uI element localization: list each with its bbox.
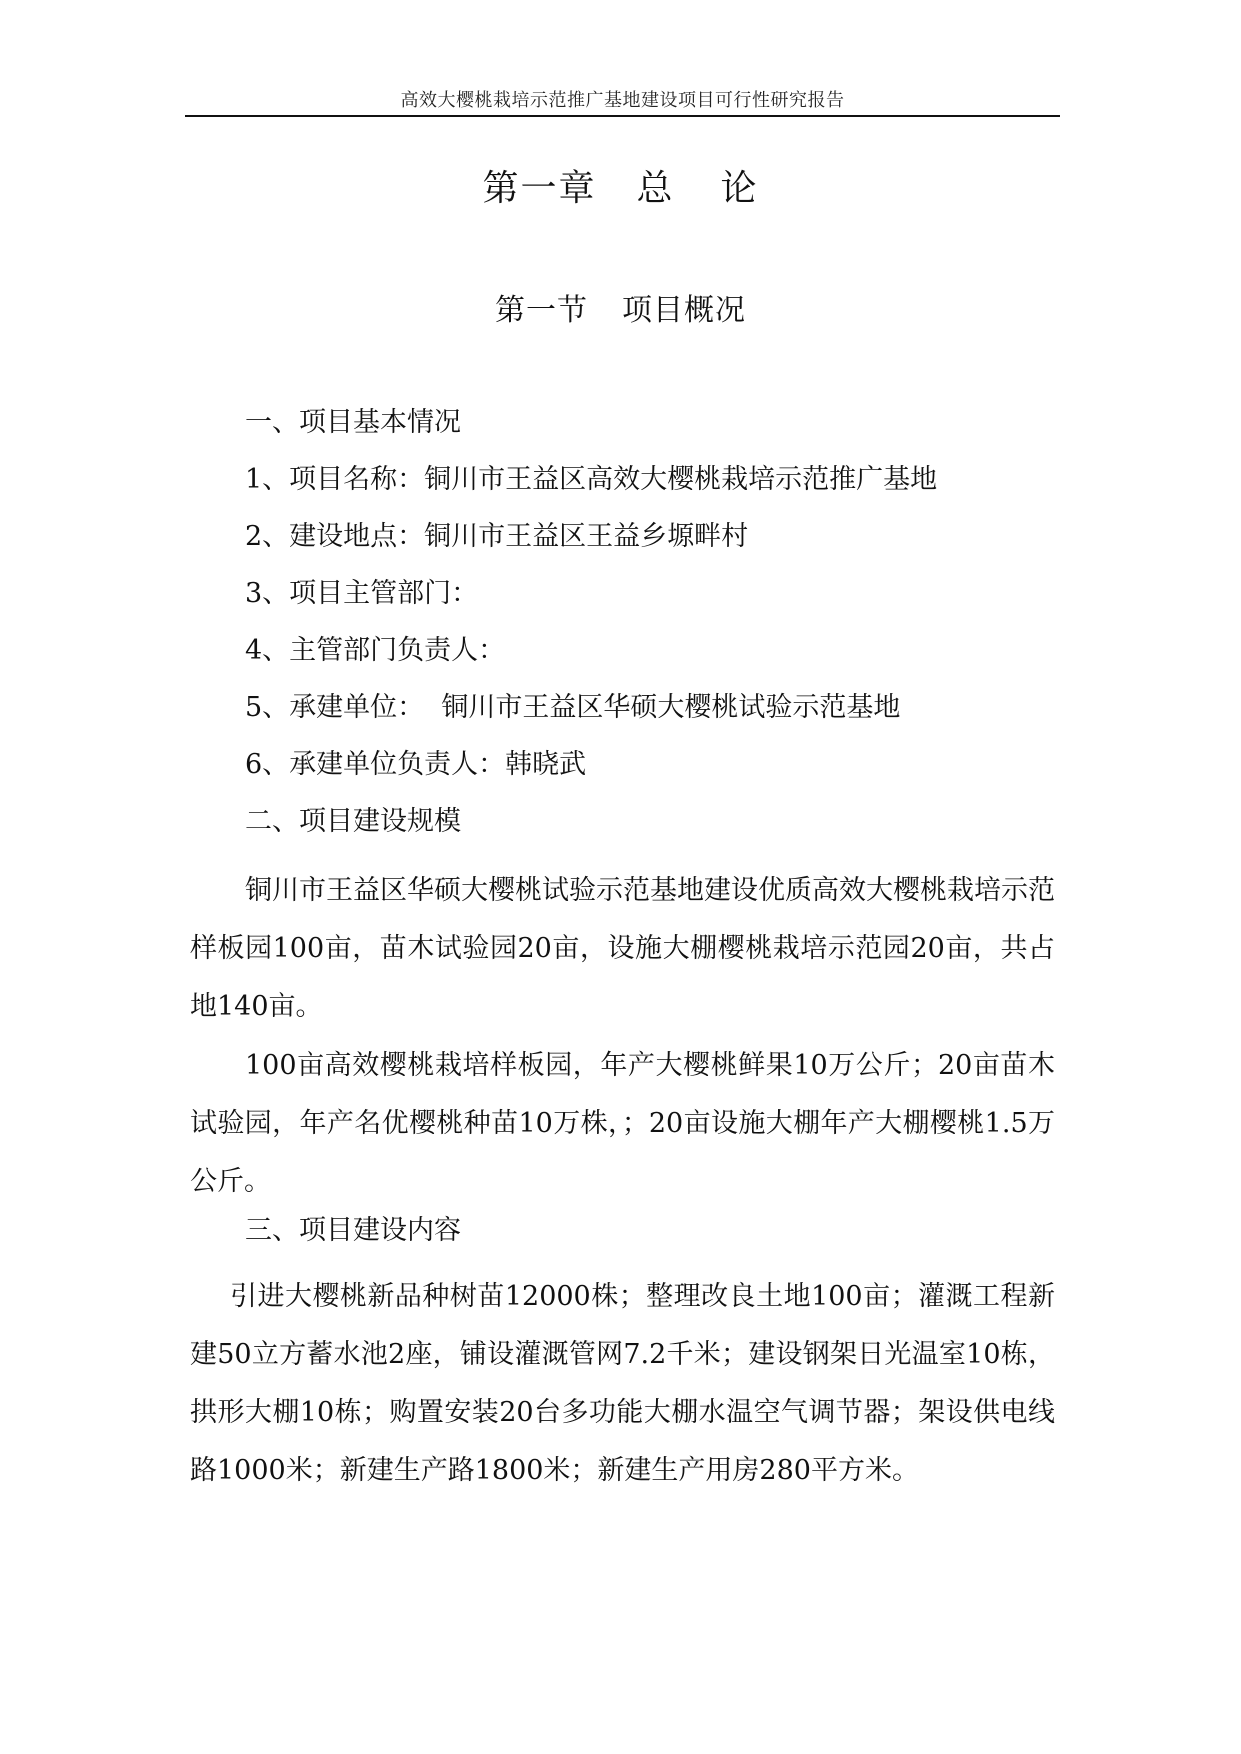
part3-heading: 三、项目建设内容: [245, 1215, 461, 1246]
header-rule: [185, 115, 1060, 117]
part3-paragraph-1: 引进大樱桃新品种树苗12000株；整理改良土地100亩；灌溉工程新建50立方蓄水池2座，铺设灌溉管网7.2千米；建设钢架日光温室10栋，拱形大棚10栋；购置安装20台多功能大棚水温空气调节器；架设供电线路1000米；新建生产路1800米；新建生产用房280平方米。: [190, 1281, 1055, 1486]
section-name: 项目概况: [622, 293, 746, 328]
running-header: 高效大樱桃栽培示范推广基地建设项目可行性研究报告: [400, 90, 845, 111]
chapter-title: [0, 160, 1241, 211]
item-location: 2、建设地点：铜川市王益区王益乡塬畔村: [245, 521, 749, 552]
section-title: [0, 285, 1241, 329]
section-prefix: 第一节: [495, 293, 588, 328]
item-project-name: 1、项目名称：铜川市王益区高效大樱桃栽培示范推广基地: [245, 464, 938, 495]
chapter-word-1: 总: [636, 168, 675, 209]
part1-heading: 一、项目基本情况: [245, 407, 461, 438]
item-department-head: 4、主管部门负责人：: [245, 635, 506, 666]
part2-heading: 二、项目建设规模: [245, 806, 461, 837]
item-contractor: 5、承建单位： 铜川市王益区华硕大樱桃试验示范基地: [245, 692, 901, 723]
part2-paragraph-1: 铜川市王益区华硕大樱桃试验示范基地建设优质高效大樱桃栽培示范样板园100亩，苗木试验园20亩，设施大棚樱桃栽培示范园20亩，共占地140亩。: [190, 875, 1055, 1022]
item-department: 3、项目主管部门：: [245, 578, 479, 609]
chapter-word-2: 论: [720, 168, 759, 209]
chapter-prefix: 第一章: [482, 168, 597, 209]
part2-paragraph-2: 100亩高效樱桃栽培样板园，年产大樱桃鲜果10万公斤；20亩苗木试验园，年产名优樱桃种苗10万株，；20亩设施大棚年产大棚樱桃1.5万公斤。: [190, 1050, 1055, 1197]
item-contractor-head: 6、承建单位负责人：韩晓武: [245, 749, 587, 780]
